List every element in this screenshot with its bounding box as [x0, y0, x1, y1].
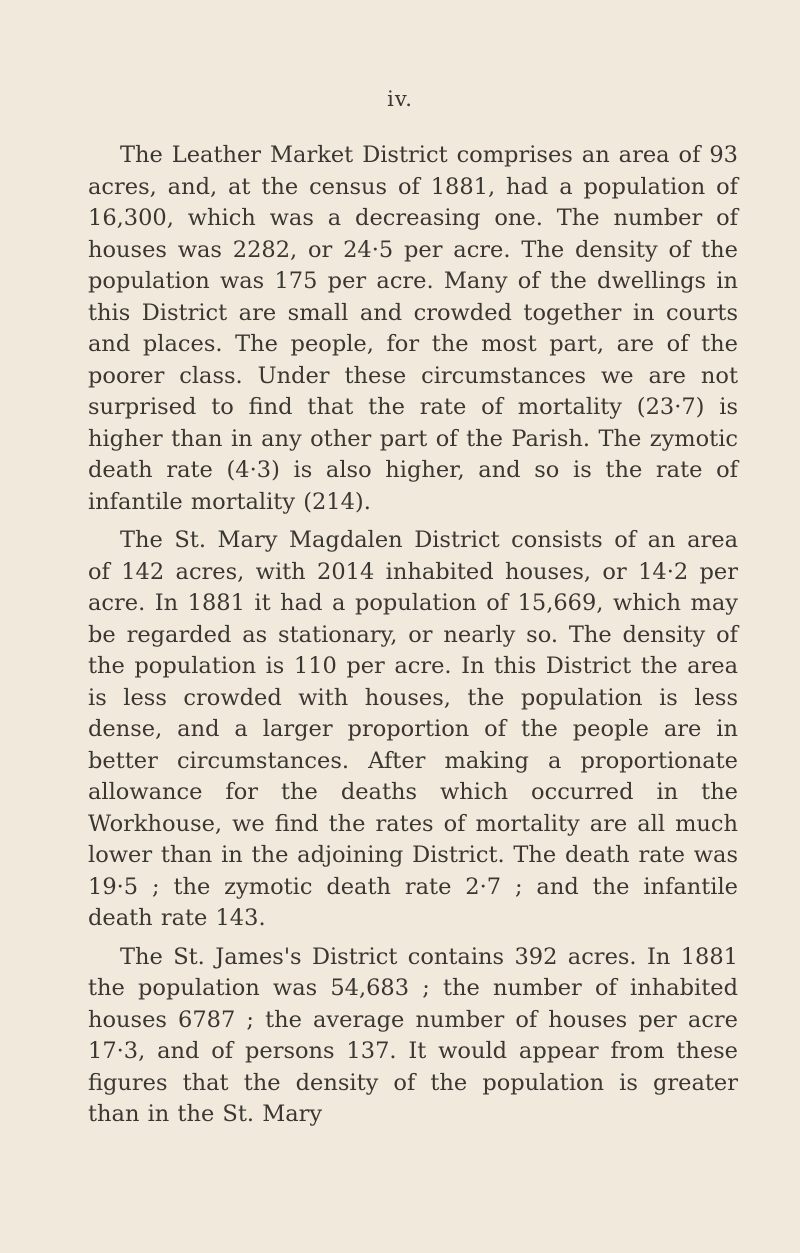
paragraph-st-mary-magdalen-district: The St. Mary Magdalen District consists of an area of 142 acres, with 2014 inhabited houses, or 14·2 per acre. In 1881 it had a population of 15,669, which may be regarded as stationary, or nearly so. The density of the population is 110 per acre. In this District the area is less crowded with houses, the population is less dense, and a larger proportion of the people are in better circumstances. After making a proportionate allowance for the deaths which occurred in the Workhouse, we find the rates of mortality are all much lower than in the adjoining District. The death rate was 19·5 ; the zymotic death rate 2·7 ; and the infantile death rate 143. [88, 527, 738, 931]
paragraph-st-james-district: The St. James's District contains 392 acres. In 1881 the population was 54,683 ; the number of inhabited houses 6787 ; the average number of houses per acre 17·3, and of persons 137. It would appear from these figures that the density of the population is greater than in the St. Mary [88, 943, 738, 1127]
page-body [88, 140, 738, 1131]
paragraph-leather-market-district: The Leather Market District comprises an area of 93 acres, and, at the census of 1881, had a population of 16,300, which was a decreasing one. The number of houses was 2282, or 24·5 per acre. The density of the population was 175 per acre. Many of the dwellings in this District are small and crowded together in courts and places. The people, for the most part, are of the poorer class. Under these circumstances we are not surprised to find that the rate of mortality (23·7) is higher than in any other part of the Parish. The zymotic death rate (4·3) is also higher, and so is the rate of infantile mortality (214). [88, 142, 738, 515]
page-number: iv. [387, 87, 413, 111]
